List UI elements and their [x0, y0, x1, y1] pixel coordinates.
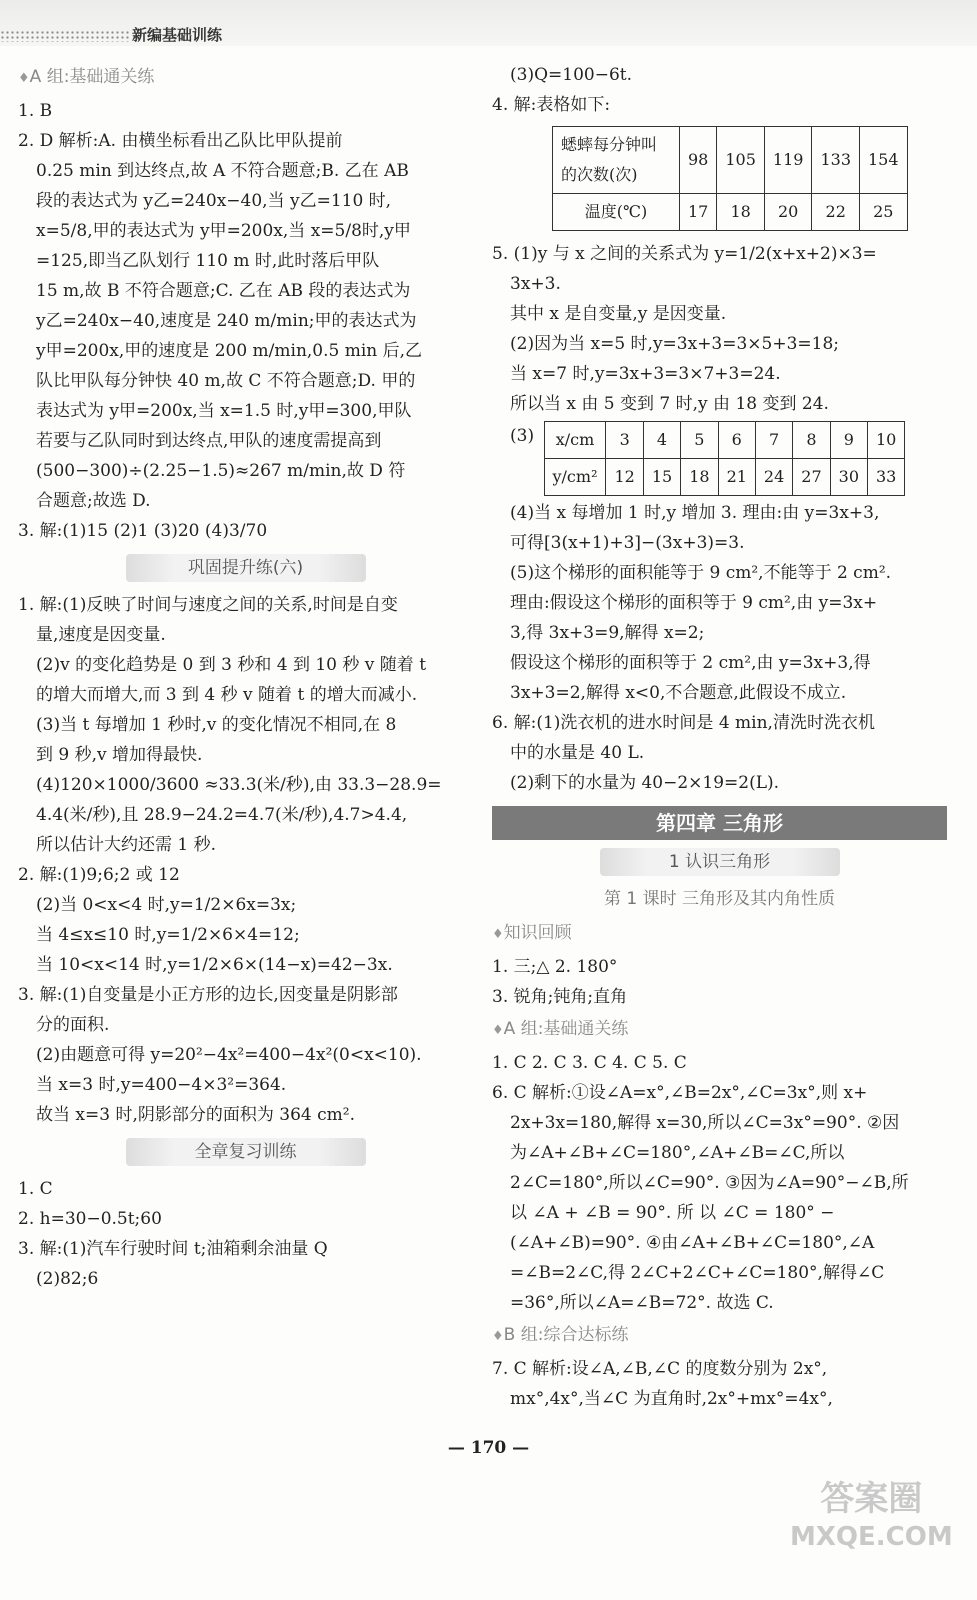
answer-line: 分的面积.	[36, 1015, 110, 1035]
section-a-heading: ♦ A 组:基础通关练	[492, 1014, 947, 1046]
answer-line: 的增大而增大,而 3 到 4 秒 v 随着 t 的增大而减小.	[36, 685, 418, 705]
table-header-cell: 蟋蟀每分钟叫的次数(次)	[553, 127, 680, 194]
answer-line: 3. 锐角;钝角;直角	[492, 987, 628, 1007]
table-cell: 133	[812, 127, 860, 194]
table-row	[544, 422, 905, 459]
table-cell: 8	[793, 422, 830, 459]
answer-line: (3)Q=100−6t.	[510, 65, 633, 85]
trapezoid-table	[544, 421, 906, 496]
answer-line: (4)120×1000/3600 ≈33.3(米/秒),由 33.3−28.9=	[36, 775, 442, 795]
answer-line: (2)v 的变化趋势是 0 到 3 秒和 4 到 10 秒 v 随着 t	[36, 655, 427, 675]
table-cell: 9	[830, 422, 867, 459]
answer-line: 7. C 解析:设∠A,∠B,∠C 的度数分别为 2x°,	[492, 1359, 828, 1379]
answer-line: 3,得 3x+3=9,解得 x=2;	[510, 623, 705, 643]
cricket-temperature-table	[552, 126, 908, 231]
answer-line: (5)这个梯形的面积能等于 9 cm²,不能等于 2 cm².	[510, 563, 892, 583]
table-cell: 17	[680, 194, 717, 231]
section-a-heading: ♦ A 组:基础通关练	[18, 62, 473, 94]
lesson-title: 第 1 课时 三角形及其内角性质	[603, 889, 836, 909]
answer-line: 0.25 min 到达终点,故 A 不符合题意;B. 乙在 AB	[36, 161, 409, 181]
answer-line: 队比甲队每分钟快 40 m,故 C 不符合题意;D. 甲的	[36, 371, 416, 391]
answer-line: 3. 解:(1)自变量是小正方形的边长,因变量是阴影部	[18, 985, 398, 1005]
answer-line: 当 x=3 时,y=400−4×3²=364.	[36, 1075, 287, 1095]
answer-line: 当 4≤x≤10 时,y=1/2×6×4=12;	[36, 925, 300, 945]
answer-line: 1. 解:(1)反映了时间与速度之间的关系,时间是自变	[18, 595, 398, 615]
answer-line: 量,速度是因变量.	[36, 625, 166, 645]
table-header-cell: y/cm²	[544, 459, 606, 496]
answer-line: 2∠C=180°,所以∠C=90°. ③因为∠A=90°−∠B,所	[510, 1173, 909, 1193]
table-cell: 4	[643, 422, 680, 459]
answer-line: 当 10<x<14 时,y=1/2×6×(14−x)=42−3x.	[36, 955, 393, 975]
table-cell: 119	[764, 127, 812, 194]
section-banner: 全章复习训练	[126, 1138, 366, 1166]
answer-line: 4. 解:表格如下:	[492, 95, 611, 115]
table-cell: 5	[681, 422, 718, 459]
table-cell: 20	[764, 194, 812, 231]
answer-line: 故当 x=3 时,阴影部分的面积为 364 cm².	[36, 1105, 355, 1125]
answer-line: 3x+3=2,解得 x<0,不合题意,此假设不成立.	[510, 683, 847, 703]
table-cell: 105	[717, 127, 765, 194]
answer-line: 1. 三;△ 2. 180°	[492, 957, 618, 977]
answer-line: 其中 x 是自变量,y 是因变量.	[510, 304, 727, 324]
table-cell: 6	[718, 422, 755, 459]
answer-line: 2. 解:(1)9;6;2 或 12	[18, 865, 180, 885]
right-column	[492, 60, 947, 1414]
answer-line: (2)82;6	[36, 1269, 99, 1289]
answer-line: 1. C	[18, 1179, 53, 1199]
section-banner: 巩固提升练(六)	[126, 554, 366, 582]
table-row	[544, 459, 905, 496]
table-cell: 33	[868, 459, 905, 496]
answer-line: 4.4(米/秒),且 28.9−24.2=4.7(米/秒),4.7>4.4,	[36, 805, 408, 825]
page-number: — 170 —	[447, 1438, 530, 1458]
left-column	[18, 60, 473, 1294]
section-banner: 1 认识三角形	[600, 848, 840, 876]
table-cell: 154	[860, 127, 908, 194]
answer-line: 3x+3.	[510, 274, 561, 294]
answer-line: 理由:假设这个梯形的面积等于 9 cm²,由 y=3x+	[510, 593, 878, 613]
answer-line: 到 9 秒,v 增加得最快.	[36, 745, 203, 765]
answer-line: =125,即当乙队划行 110 m 时,此时落后甲队	[36, 251, 380, 271]
watermark-text: 答案圈	[820, 1479, 923, 1519]
answer-line: 2. D 解析:A. 由横坐标看出乙队比甲队提前	[18, 131, 343, 151]
table-cell: 30	[830, 459, 867, 496]
page-header	[0, 0, 977, 46]
table-header-cell: 温度(℃)	[553, 194, 680, 231]
answer-line: y乙=240x−40,速度是 240 m/min;甲的表达式为	[36, 311, 417, 331]
answer-line: 当 x=7 时,y=3x+3=3×7+3=24.	[510, 364, 781, 384]
answer-line: 1. C 2. C 3. C 4. C 5. C	[492, 1053, 687, 1073]
answer-line: x=5/8,甲的表达式为 y甲=200x,当 x=5/8时,y甲	[36, 221, 411, 241]
answer-line: (4)当 x 每增加 1 时,y 增加 3. 理由:由 y=3x+3,	[510, 503, 880, 523]
answer-line: (∠A+∠B)=90°. ④由∠A+∠B+∠C=180°,∠A	[510, 1233, 875, 1253]
answer-line: 15 m,故 B 不符合题意;C. 乙在 AB 段的表达式为	[36, 281, 411, 301]
answer-line: 若要与乙队同时到达终点,甲队的速度需提高到	[36, 431, 382, 451]
watermark-logo	[790, 1480, 953, 1556]
section-b-heading: ♦ B 组:综合达标练	[492, 1320, 947, 1352]
answer-line: 6. 解:(1)洗衣机的进水时间是 4 min,清洗时洗衣机	[492, 713, 875, 733]
header-dots	[0, 30, 130, 42]
table-header-cell: x/cm	[544, 422, 606, 459]
table-cell: 98	[680, 127, 717, 194]
answer-line: =36°,所以∠A=∠B=72°. 故选 C.	[510, 1293, 774, 1313]
answer-line: mx°,4x°,当∠C 为直角时,2x°+mx°=4x°,	[510, 1389, 833, 1409]
table-cell: 18	[717, 194, 765, 231]
answer-line: 5. (1)y 与 x 之间的关系式为 y=1/2(x+x+2)×3=	[492, 244, 877, 264]
answer-line: 所以估计大约还需 1 秒.	[36, 835, 217, 855]
table-cell: 24	[755, 459, 792, 496]
table-cell: 7	[755, 422, 792, 459]
table-cell: 21	[718, 459, 755, 496]
answer-line: 所以当 x 由 5 变到 7 时,y 由 18 变到 24.	[510, 394, 829, 414]
answer-line: 以 ∠A + ∠B = 90°. 所 以 ∠C = 180° −	[510, 1203, 835, 1223]
answer-line: =∠B=2∠C,得 2∠C+2∠C+∠C=180°,解得∠C	[510, 1263, 885, 1283]
answer-line: (2)由题意可得 y=20²−4x²=400−4x²(0<x<10).	[36, 1045, 422, 1065]
answer-line: (2)当 0<x<4 时,y=1/2×6x=3x;	[36, 895, 297, 915]
item-label: (3)	[510, 426, 535, 446]
answer-line: 中的水量是 40 L.	[510, 743, 645, 763]
table-row	[553, 127, 908, 194]
table-row	[553, 194, 908, 231]
table-cell: 12	[606, 459, 643, 496]
table-cell: 15	[643, 459, 680, 496]
answer-line: 2. h=30−0.5t;60	[18, 1209, 162, 1229]
answer-line: 可得[3(x+1)+3]−(3x+3)=3.	[510, 533, 745, 553]
table-cell: 27	[793, 459, 830, 496]
header-title: 新编基础训练	[132, 26, 223, 44]
table-cell: 25	[860, 194, 908, 231]
answer-line: y甲=200x,甲的速度是 200 m/min,0.5 min 后,乙	[36, 341, 423, 361]
answer-line: (2)剩下的水量为 40−2×19=2(L).	[510, 773, 780, 793]
watermark-url: MXQE.COM	[790, 1522, 953, 1552]
answer-line: 段的表达式为 y乙=240x−40,当 y乙=110 时,	[36, 191, 392, 211]
answer-line: 6. C 解析:①设∠A=x°,∠B=2x°,∠C=3x°,则 x+	[492, 1083, 868, 1103]
answer-line: 合题意;故选 D.	[36, 491, 151, 511]
answer-line: (2)因为当 x=5 时,y=3x+3=3×5+3=18;	[510, 334, 840, 354]
answer-line: 3. 解:(1)汽车行驶时间 t;油箱剩余油量 Q	[18, 1239, 328, 1259]
table-cell: 10	[868, 422, 905, 459]
answer-line: 为∠A+∠B+∠C=180°,∠A+∠B=∠C,所以	[510, 1143, 845, 1163]
table-cell: 22	[812, 194, 860, 231]
answer-line: 3. 解:(1)15 (2)1 (3)20 (4)3/70	[18, 521, 268, 541]
answer-line: 2x+3x=180,解得 x=30,所以∠C=3x°=90°. ②因	[510, 1113, 900, 1133]
answer-line: (3)当 t 每增加 1 秒时,v 的变化情况不相同,在 8	[36, 715, 397, 735]
table-cell: 3	[606, 422, 643, 459]
table-cell: 18	[681, 459, 718, 496]
chapter-title: 第四章 三角形	[492, 806, 947, 840]
answer-line: 1. B	[18, 101, 53, 121]
answer-line	[492, 421, 947, 496]
knowledge-review-heading: ♦ 知识回顾	[492, 918, 947, 950]
answer-line: 表达式为 y甲=200x,当 x=1.5 时,y甲=300,甲队	[36, 401, 412, 421]
answer-line: (500−300)÷(2.25−1.5)≈267 m/min,故 D 符	[36, 461, 406, 481]
answer-line: 假设这个梯形的面积等于 2 cm²,由 y=3x+3,得	[510, 653, 871, 673]
